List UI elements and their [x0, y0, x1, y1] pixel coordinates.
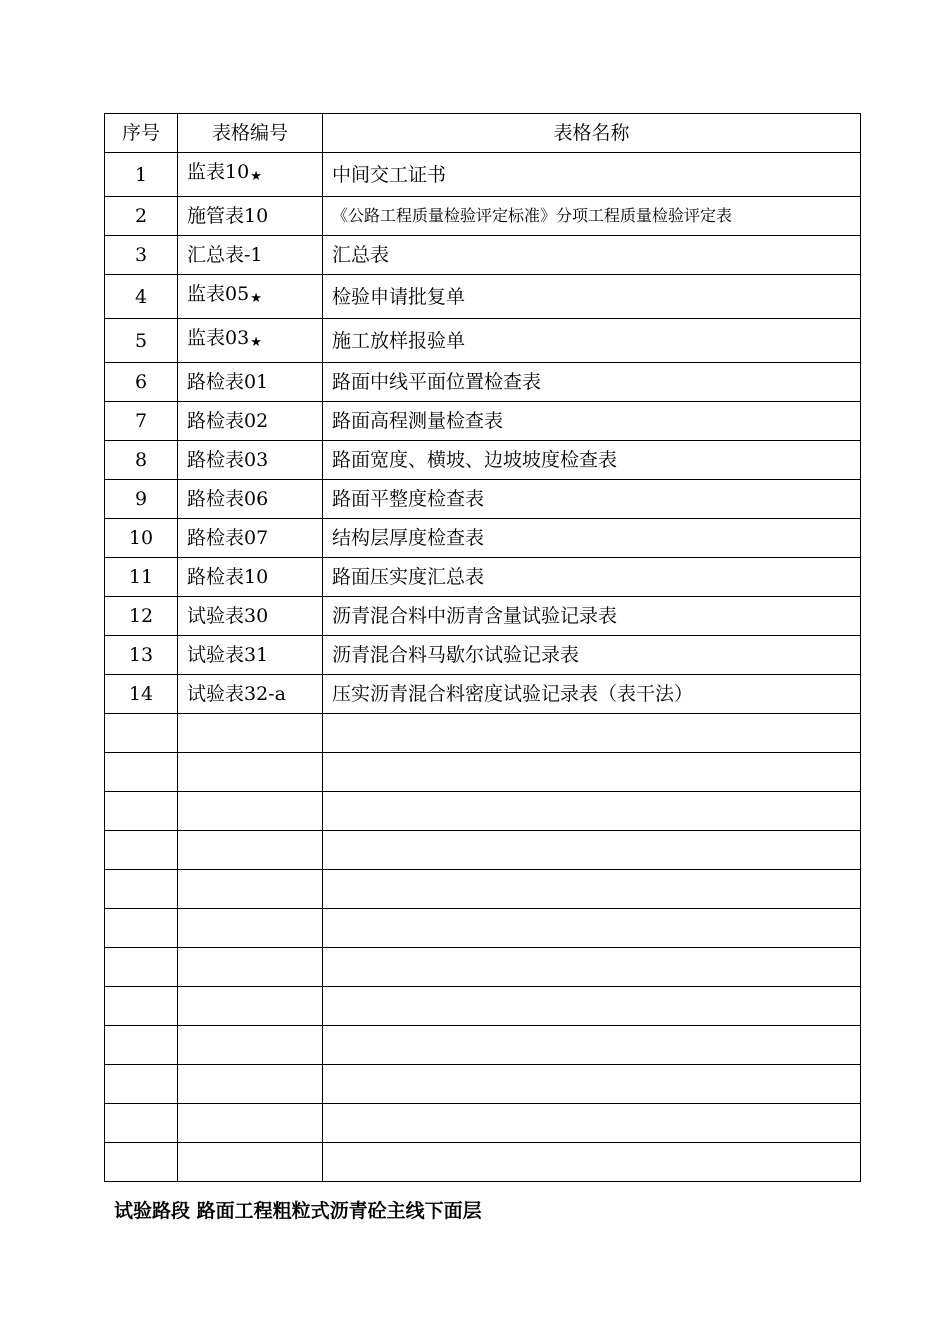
table-row — [105, 363, 861, 402]
cell-empty — [323, 870, 861, 909]
cell-form-name: 路面高程测量检查表 — [323, 402, 861, 441]
table-row — [105, 275, 861, 319]
cell-form-name: 路面平整度检查表 — [323, 480, 861, 519]
cell-empty — [178, 1026, 323, 1065]
cell-form-name: 施工放样报验单 — [323, 319, 861, 363]
header-form-code: 表格编号 — [178, 114, 323, 153]
cell-empty — [105, 831, 178, 870]
cell-empty — [178, 714, 323, 753]
form-code-text: 路检表01 — [187, 371, 269, 393]
table-row — [105, 480, 861, 519]
table-row — [105, 519, 861, 558]
table-row — [105, 319, 861, 363]
header-serial-number: 序号 — [105, 114, 178, 153]
table-row-empty — [105, 714, 861, 753]
cell-form-name: 中间交工证书 — [323, 153, 861, 197]
cell-serial-number: 8 — [105, 441, 178, 480]
cell-empty — [323, 948, 861, 987]
table-row — [105, 558, 861, 597]
form-code-text: 监表10 — [187, 161, 250, 183]
cell-serial-number: 14 — [105, 675, 178, 714]
header-form-name: 表格名称 — [323, 114, 861, 153]
table-row-empty — [105, 1065, 861, 1104]
cell-empty — [105, 909, 178, 948]
forms-index-table — [104, 113, 861, 1182]
form-code-text: 路检表02 — [187, 410, 269, 432]
cell-empty — [105, 948, 178, 987]
cell-empty — [105, 1104, 178, 1143]
table-row — [105, 197, 861, 236]
cell-empty — [105, 987, 178, 1026]
cell-empty — [178, 753, 323, 792]
cell-empty — [323, 792, 861, 831]
cell-serial-number: 1 — [105, 153, 178, 197]
table-row — [105, 441, 861, 480]
cell-form-code — [178, 675, 323, 714]
cell-empty — [178, 987, 323, 1026]
cell-empty — [105, 1065, 178, 1104]
form-code-text: 试验表31 — [187, 644, 269, 666]
cell-form-code — [178, 480, 323, 519]
cell-empty — [178, 1143, 323, 1182]
table-row-empty — [105, 870, 861, 909]
cell-empty — [323, 1143, 861, 1182]
star-icon: ★ — [250, 291, 262, 306]
table-row-empty — [105, 831, 861, 870]
cell-form-code — [178, 275, 323, 319]
cell-form-code — [178, 402, 323, 441]
cell-empty — [323, 831, 861, 870]
table-row-empty — [105, 792, 861, 831]
cell-empty — [105, 1026, 178, 1065]
cell-empty — [323, 1065, 861, 1104]
form-code-text: 监表03 — [187, 327, 250, 349]
cell-form-name: 《公路工程质量检验评定标准》分项工程质量检验评定表 — [323, 197, 861, 236]
cell-serial-number: 9 — [105, 480, 178, 519]
cell-serial-number: 12 — [105, 597, 178, 636]
cell-empty — [105, 870, 178, 909]
cell-form-name: 路面宽度、横坡、边坡坡度检查表 — [323, 441, 861, 480]
cell-empty — [105, 792, 178, 831]
table-row-empty — [105, 753, 861, 792]
form-code-text: 试验表32-a — [187, 683, 286, 705]
cell-empty — [178, 909, 323, 948]
form-code-text: 路检表07 — [187, 527, 269, 549]
cell-empty — [323, 909, 861, 948]
table-row-empty — [105, 1104, 861, 1143]
form-code-text: 路检表03 — [187, 449, 269, 471]
cell-form-code — [178, 597, 323, 636]
cell-empty — [323, 1104, 861, 1143]
form-code-text: 施管表10 — [187, 205, 269, 227]
table-row — [105, 153, 861, 197]
cell-form-code — [178, 197, 323, 236]
cell-serial-number: 5 — [105, 319, 178, 363]
table-row-empty — [105, 1143, 861, 1182]
cell-form-name: 沥青混合料中沥青含量试验记录表 — [323, 597, 861, 636]
cell-empty — [178, 831, 323, 870]
cell-form-name: 路面压实度汇总表 — [323, 558, 861, 597]
form-code-text: 路检表06 — [187, 488, 269, 510]
cell-empty — [178, 948, 323, 987]
table-body — [105, 153, 861, 1182]
cell-form-name: 压实沥青混合料密度试验记录表（表干法） — [323, 675, 861, 714]
cell-serial-number: 7 — [105, 402, 178, 441]
cell-form-code — [178, 441, 323, 480]
cell-serial-number: 3 — [105, 236, 178, 275]
form-code-text: 试验表30 — [187, 605, 269, 627]
cell-serial-number: 4 — [105, 275, 178, 319]
form-code-text: 监表05 — [187, 283, 250, 305]
cell-form-name: 汇总表 — [323, 236, 861, 275]
cell-form-name: 结构层厚度检查表 — [323, 519, 861, 558]
cell-form-code — [178, 363, 323, 402]
cell-empty — [105, 1143, 178, 1182]
section-title: 试验路段 路面工程粗粒式沥青砼主线下面层 — [114, 1200, 482, 1222]
table-row — [105, 675, 861, 714]
table-header-row — [105, 114, 861, 153]
cell-empty — [105, 753, 178, 792]
cell-serial-number: 6 — [105, 363, 178, 402]
cell-form-name: 检验申请批复单 — [323, 275, 861, 319]
cell-empty — [178, 870, 323, 909]
cell-serial-number: 11 — [105, 558, 178, 597]
form-code-text: 汇总表-1 — [187, 244, 263, 266]
cell-empty — [178, 1104, 323, 1143]
table-row-empty — [105, 948, 861, 987]
cell-empty — [323, 714, 861, 753]
cell-empty — [323, 987, 861, 1026]
table-row-empty — [105, 909, 861, 948]
star-icon: ★ — [250, 335, 262, 350]
cell-serial-number: 10 — [105, 519, 178, 558]
cell-form-code — [178, 153, 323, 197]
cell-form-name: 路面中线平面位置检查表 — [323, 363, 861, 402]
table-row-empty — [105, 987, 861, 1026]
table-row — [105, 597, 861, 636]
form-code-text: 路检表10 — [187, 566, 269, 588]
table-row — [105, 402, 861, 441]
cell-serial-number: 2 — [105, 197, 178, 236]
cell-form-code — [178, 236, 323, 275]
cell-form-code — [178, 319, 323, 363]
cell-empty — [105, 714, 178, 753]
cell-form-code — [178, 558, 323, 597]
cell-empty — [323, 1026, 861, 1065]
cell-empty — [178, 1065, 323, 1104]
table-row-empty — [105, 1026, 861, 1065]
cell-form-code — [178, 519, 323, 558]
table-row — [105, 236, 861, 275]
cell-serial-number: 13 — [105, 636, 178, 675]
cell-form-code — [178, 636, 323, 675]
cell-empty — [178, 792, 323, 831]
table-row — [105, 636, 861, 675]
star-icon: ★ — [250, 169, 262, 184]
cell-empty — [323, 753, 861, 792]
cell-form-name: 沥青混合料马歇尔试验记录表 — [323, 636, 861, 675]
